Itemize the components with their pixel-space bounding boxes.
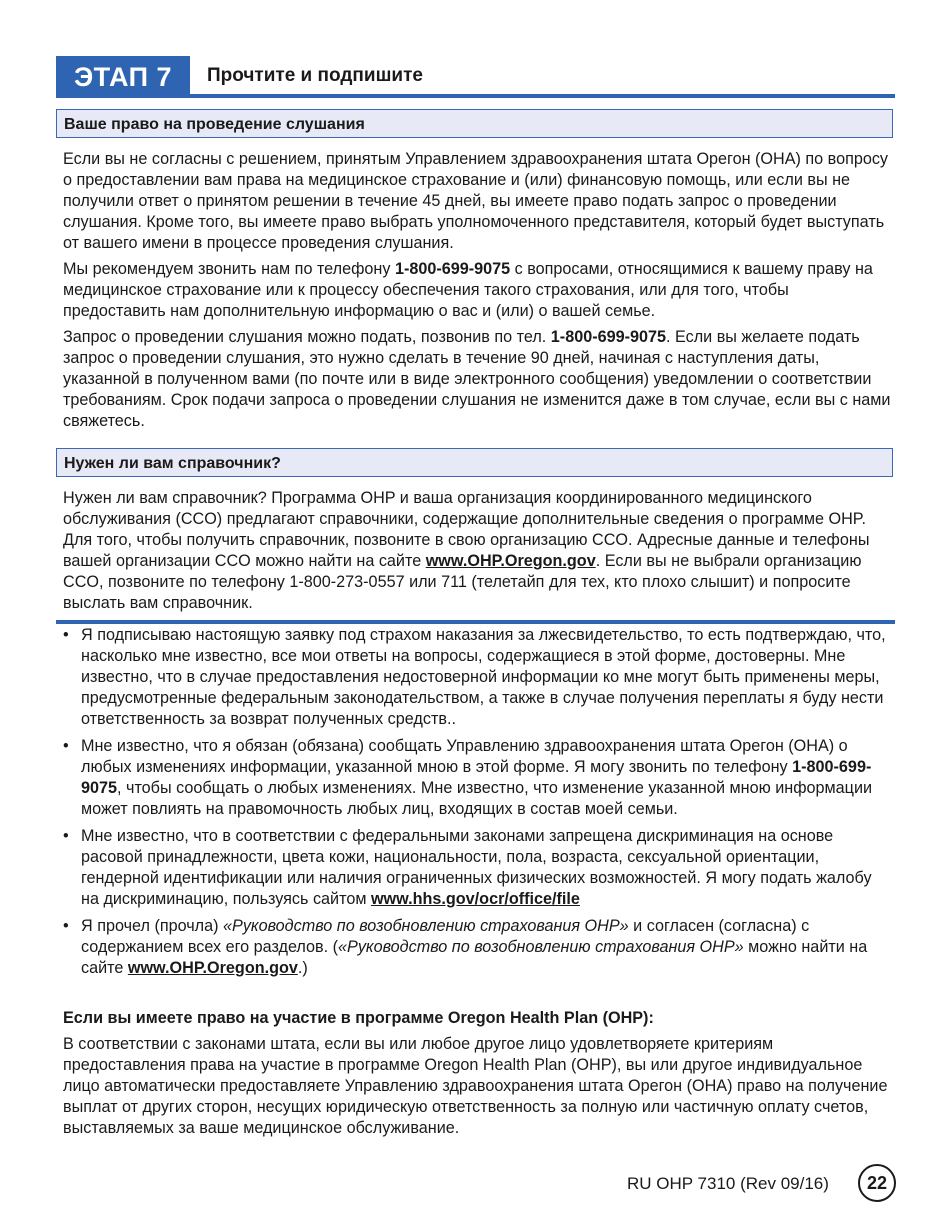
section-heading-hearing: Ваше право на проведение слушания	[56, 109, 893, 138]
form-code: RU OHP 7310 (Rev 09/16)	[627, 1174, 829, 1193]
list-item: • Мне известно, что я обязан (обязана) сообщать Управлению здравоохранения штата Орегон (OHA) о любых изменениях информации, указанной мною в этой форме. Я могу звонить по телефону 1-800-699-9075, чтобы сообщать о любых изменениях. Мне известно, что изменение указанной мною информации может повлиять на правомочность любых лиц, входящих в состав моей семьи.	[63, 736, 893, 820]
header-divider	[56, 94, 895, 98]
phone-number: 1-800-699-9075	[550, 328, 666, 346]
ohp-website-link[interactable]: www.OHP.Oregon.gov	[127, 959, 298, 977]
phone-number: 1-800-699-9075	[394, 260, 511, 278]
page-number: 22	[858, 1164, 896, 1202]
ohp-website-link[interactable]: www.OHP.Oregon.gov	[425, 552, 596, 570]
section-heading-handbook: Нужен ли вам справочник?	[56, 448, 893, 477]
eligibility-heading: Если вы имеете право на участие в программе Oregon Health Plan (OHP):	[63, 1009, 654, 1027]
hearing-paragraph-1: Если вы не согласны с решением, принятым Управлением здравоохранения штата Орегон (OHA) по вопросу о предоставлении вам права на медицинское страхование и (или) финансовую помощь, или если вы не получили ответ о принятом решении в течение 45 дней, вы имеете право подать запрос о проведении слушания. Кроме того, вы имеете право выбрать уполномоченного представителя, который будет выступать от вашего имени в процессе проведения слушания.	[63, 150, 889, 252]
list-item: • Я подписываю настоящую заявку под страхом наказания за лжесвидетельство, то есть подтверждаю, что, насколько мне известно, все мои ответы на вопросы, содержащиеся в этой форме, достоверны. Мне известно, что в случае предоставления недостоверной информации ко мне могут быть применены меры, предусмотренные федеральным законодательством, а также в случае получения переплаты я буду нести ответственность за возврат полученных средств..	[63, 625, 893, 730]
list-item: • Мне известно, что в соответствии с федеральными законами запрещена дискриминация на основе расовой принадлежности, цвета кожи, национальности, пола, возраста, сексуальной ориентации, гендерной идентификации или наличия ограниченных физических возможностей. Я могу подать жалобу на дискриминацию, пользуясь сайтом www.hhs.gov/ocr/office/file	[63, 826, 893, 910]
step-badge: ЭТАП 7	[56, 56, 190, 98]
list-item: • Я прочел (прочла) «Руководство по возобновлению страхования OHP» и согласен (согласна) с содержанием всех его разделов. («Руководство по возобновлению страхования OHP» можно найти на сайте www.OHP.Oregon.gov.)	[63, 916, 893, 979]
attestation-list	[63, 625, 893, 985]
step-title: Прочтите и подпишите	[207, 65, 423, 86]
section-divider	[56, 620, 895, 624]
hearing-paragraph-2: Мы рекомендуем звонить нам по телефону 1-800-699-9075 с вопросами, относящимися к вашему праву на медицинское страхование или к процессу обеспечения такого страхования, или для того, чтобы предоставить нам дополнительную информацию о вас и (или) о вашей семье.	[63, 260, 873, 320]
hhs-website-link[interactable]: www.hhs.gov/ocr/office/file	[370, 890, 580, 908]
eligibility-paragraph: В соответствии с законами штата, если вы или любое другое лицо удовлетворяете критериям предоставления права на участие в программе Oregon Health Plan (OHP), вы или другое индивидуальное лицо автоматически предоставляете Управлению здравоохранения штата Орегон (OHA) право на получение выплат от других сторон, несущих юридическую ответственность за полную или частичную оплату счетов, выставляемых за ваше медицинское обслуживание.	[63, 1035, 888, 1137]
hearing-paragraph-3: Запрос о проведении слушания можно подать, позвонив по тел. 1-800-699-9075. Если вы желаете подать запрос о проведении слушания, это нужно сделать в течение 90 дней, начиная с наступления даты, указанной в полученном вами (по почте или в виде электронного сообщения) уведомлении о соответствии требованиям. Срок подачи запроса о проведении слушания не изменится даже в том случае, если вы с нами свяжетесь.	[63, 328, 891, 430]
handbook-paragraph: Нужен ли вам справочник? Программа OHP и ваша организация координированного медицинского обслуживания (CCO) предлагают справочники, содержащие дополнительные сведения о программе OHP. Для того, чтобы получить справочник, позвоните в свою организацию CCO. Адресные данные и телефоны вашей организации CCO можно найти на сайте www.OHP.Oregon.gov. Если вы не выбрали организацию CCO, позвоните по телефону 1-800-273-0557 или 711 (телетайп для тех, кто плохо слышит) и попросите выслать вам справочник.	[63, 489, 870, 612]
page-header	[56, 56, 895, 100]
phone-number: 1-800-699-9075	[81, 758, 872, 797]
